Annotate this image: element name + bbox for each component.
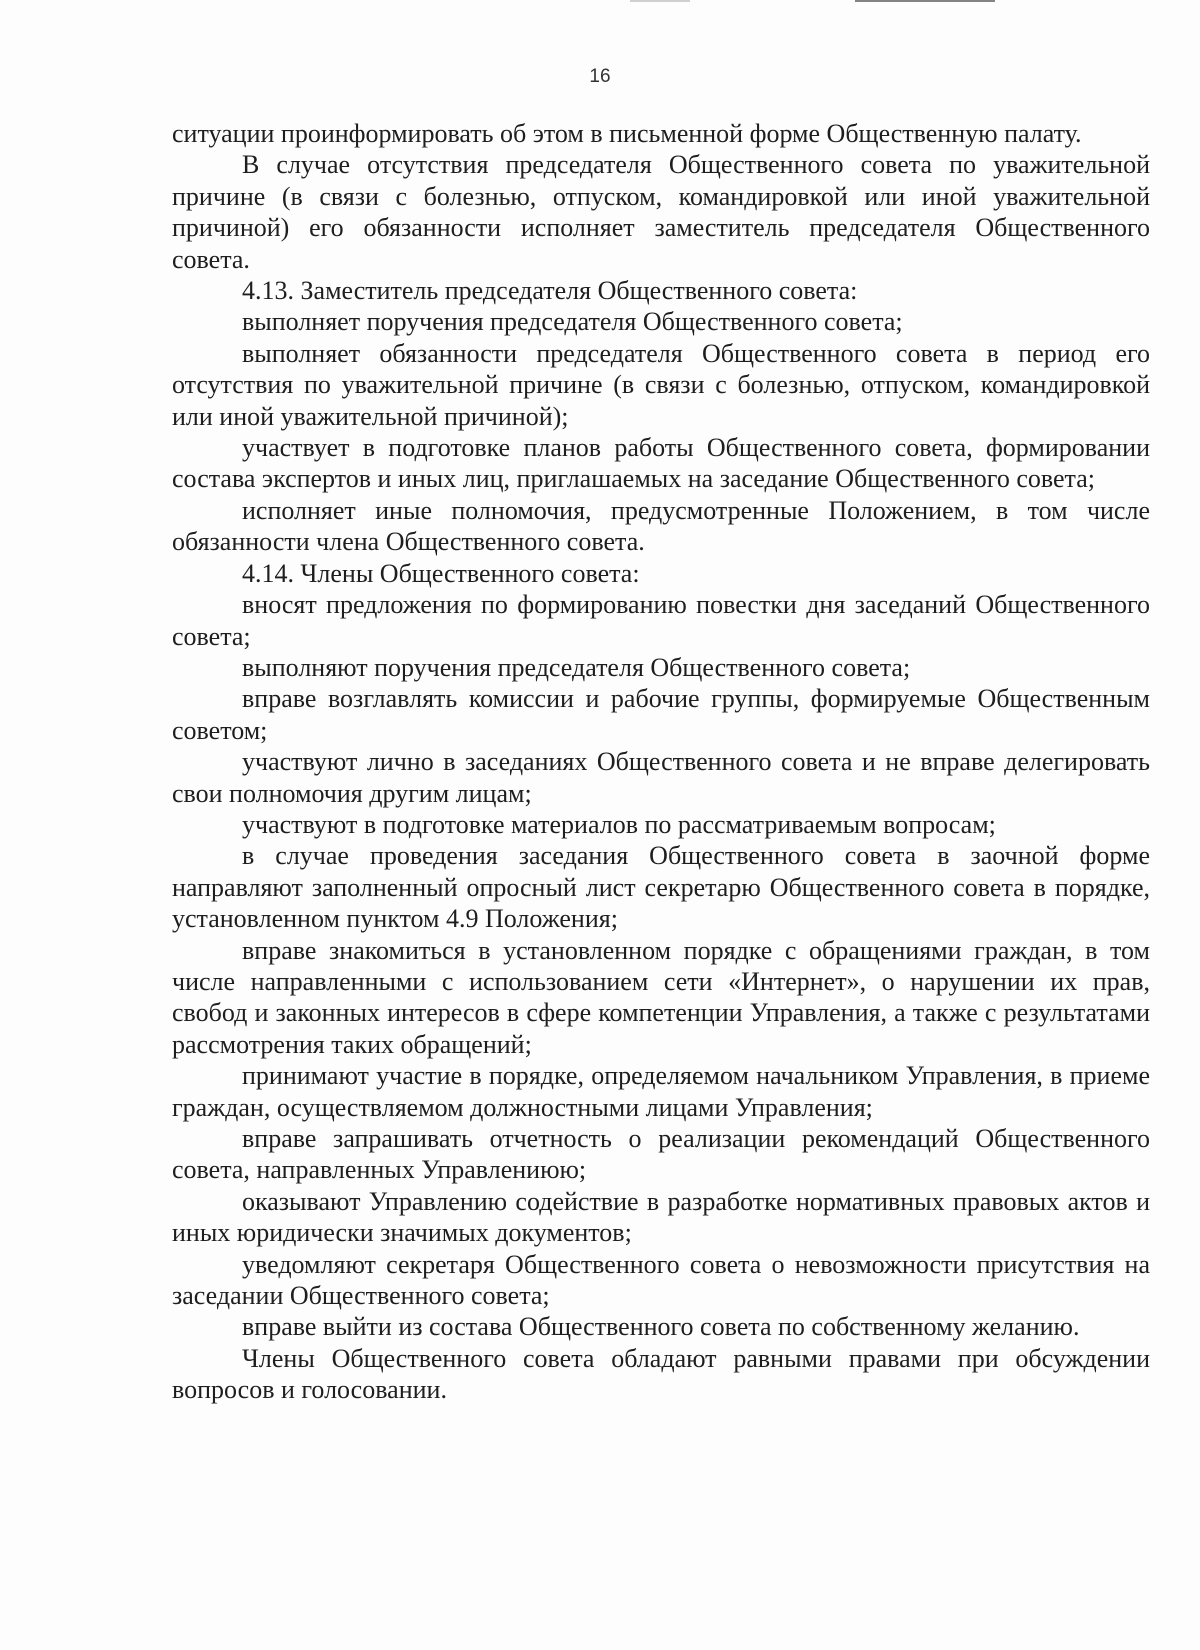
paragraph: участвуют лично в заседаниях Общественного совета и не вправе делегировать свои полномочия другим лицам;: [172, 747, 1150, 808]
paragraph: оказывают Управлению содействие в разработке нормативных правовых актов и иных юридически значимых документов;: [172, 1186, 1150, 1248]
paragraph: В случае отсутствия председателя Общественного совета по уважительной причине (в связи с болезнью, отпуском, командировкой или иной уважительной причиной) его обязанности исполняет заместитель председателя Общественного совета.: [172, 150, 1150, 274]
paragraph: принимают участие в порядке, определяемом начальником Управления, в приеме граждан, осуществляемом должностными лицами Управления;: [172, 1061, 1150, 1122]
paragraph: вправе возглавлять комиссии и рабочие группы, формируемые Общественным советом;: [172, 684, 1150, 745]
paragraph: Члены Общественного совета обладают равными правами при обсуждении вопросов и голосовании.: [172, 1343, 1150, 1405]
paragraph: вправе запрашивать отчетность о реализации рекомендаций Общественного совета, направленных Управлениюю;: [172, 1124, 1150, 1185]
paragraph: ситуации проинформировать об этом в письменной форме Общественную палату.: [172, 119, 1082, 148]
paragraph: вправе знакомиться в установленном порядке с обращениями граждан, в том числе направленными с использованием сети «Интернет», о нарушении их прав, свобод и законных интересов в сфере компетенции Управления, а также с результатами рассмотрения таких обращений;: [172, 935, 1150, 1059]
paragraph: исполняет иные полномочия, предусмотренные Положением, в том числе обязанности члена Общественного совета.: [172, 495, 1150, 557]
paragraph: уведомляют секретаря Общественного совета о невозможности присутствия на заседании Общественного совета;: [172, 1249, 1150, 1311]
scan-artifact: [630, 0, 690, 2]
page-number: 16: [589, 66, 611, 87]
paragraph: участвуют в подготовке материалов по рассматриваемым вопросам;: [242, 809, 996, 839]
document-body: [172, 118, 1150, 1406]
section-heading: 4.13. Заместитель председателя Общественного совета:: [242, 276, 858, 306]
paragraph: участвует в подготовке планов работы Общественного совета, формировании состава экспертов и иных лиц, приглашаемых на заседание Общественного совета;: [172, 433, 1150, 494]
paragraph: выполняют поручения председателя Общественного совета;: [242, 652, 911, 682]
section-heading: 4.14. Члены Общественного совета:: [242, 558, 640, 588]
paragraph: выполняет поручения председателя Общественного совета;: [242, 307, 903, 337]
scan-artifact: [855, 0, 995, 2]
paragraph: в случае проведения заседания Общественного совета в заочной форме направляют заполненный опросный лист секретарю Общественного совета в порядке, установленном пунктом 4.9 Положения;: [172, 841, 1150, 934]
paragraph: выполняет обязанности председателя Общественного совета в период его отсутствия по уважительной причине (в связи с болезнью, отпуском, командировкой или иной уважительной причиной);: [172, 338, 1150, 431]
paragraph: вносят предложения по формированию повестки дня заседаний Общественного совета;: [172, 590, 1150, 651]
paragraph: вправе выйти из состава Общественного совета по собственному желанию.: [242, 1312, 1080, 1342]
